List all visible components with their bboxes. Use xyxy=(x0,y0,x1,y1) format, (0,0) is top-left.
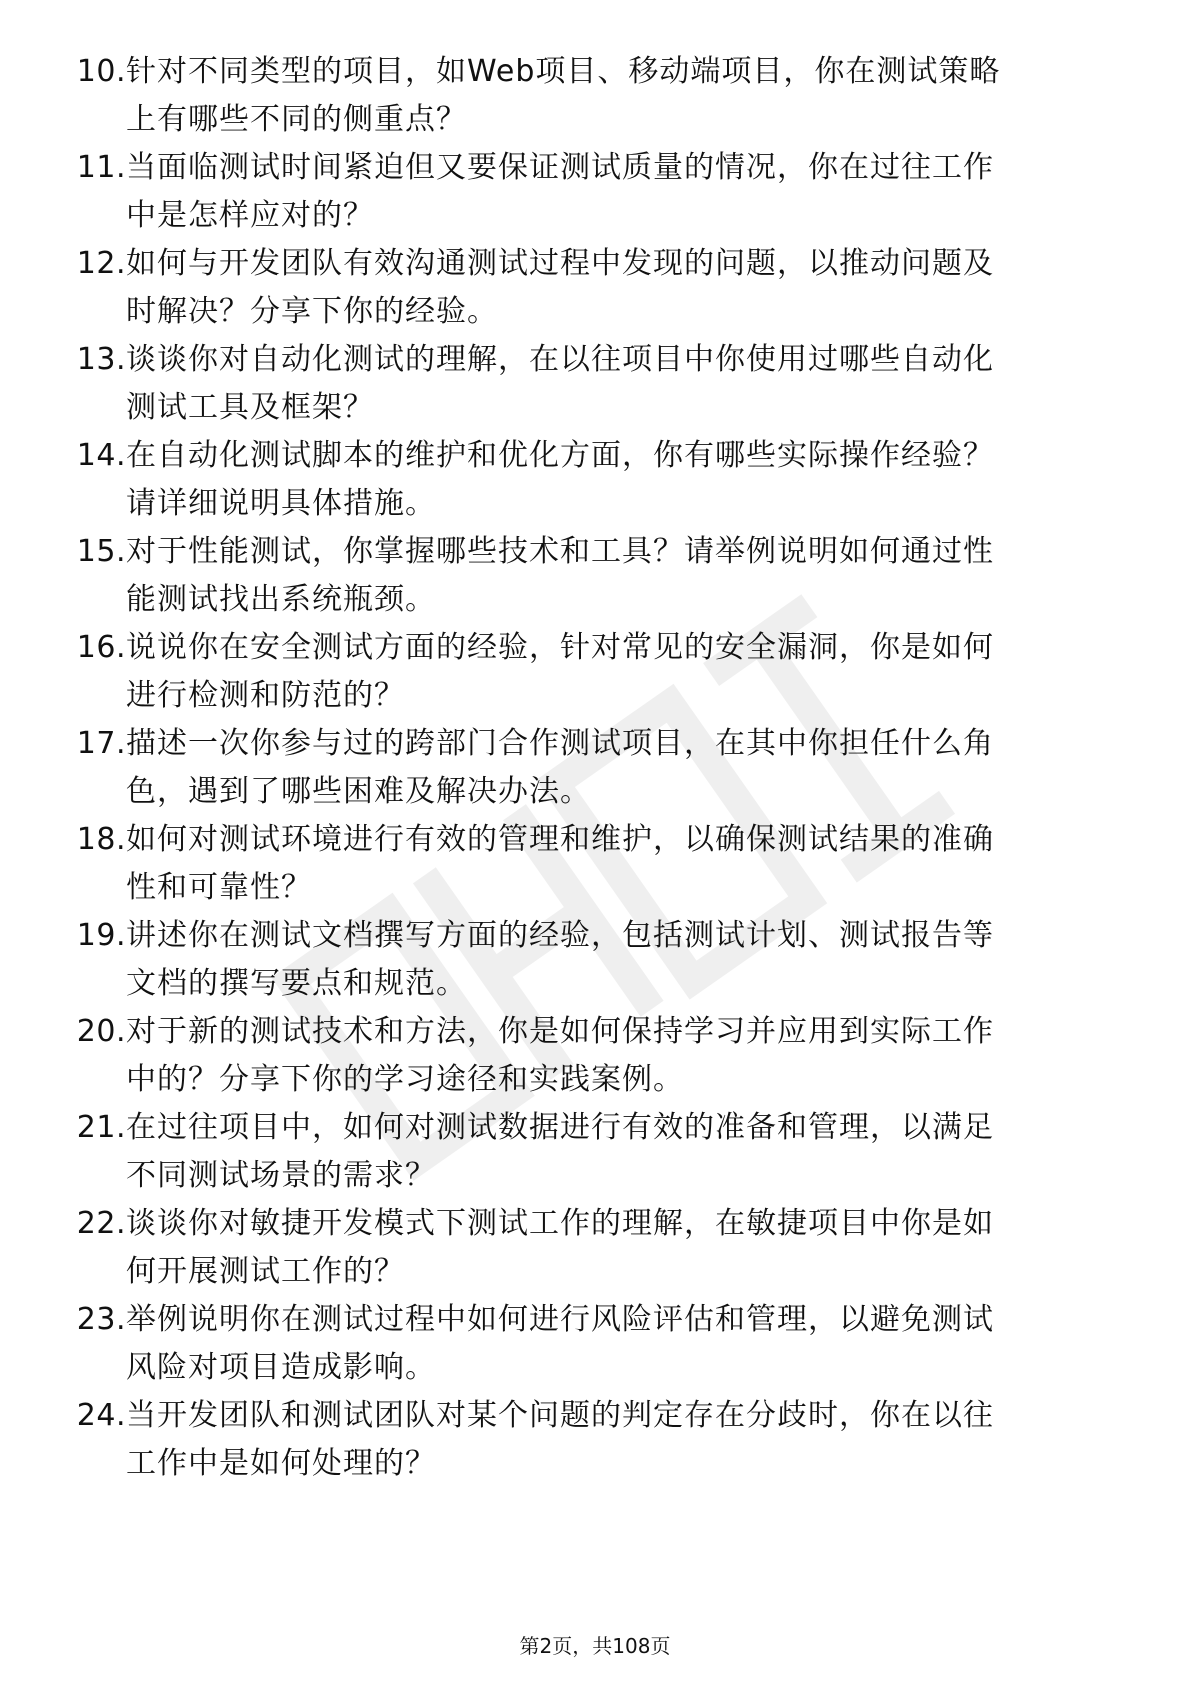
question-text: 如何与开发团队有效沟通测试过程中发现的问题，以推动问题及 时解决？分享下你的经验。 xyxy=(126,246,994,329)
question-text: 在自动化测试脚本的维护和优化方面，你有哪些实际操作经验？ 请详细说明具体措施。 xyxy=(126,438,994,521)
question-number: 17. xyxy=(76,726,126,761)
question-text: 针对不同类型的项目，如Web项目、移动端项目，你在测试策略 上有哪些不同的侧重点？ xyxy=(126,54,1001,137)
question-number: 10. xyxy=(76,54,126,89)
question-number: 15. xyxy=(76,534,126,569)
question-number: 22. xyxy=(76,1206,126,1241)
question-item xyxy=(58,336,1138,432)
question-text: 对于性能测试，你掌握哪些技术和工具？请举例说明如何通过性 能测试找出系统瓶颈。 xyxy=(126,534,994,617)
question-text: 当开发团队和测试团队对某个问题的判定存在分歧时，你在以往 工作中是如何处理的？ xyxy=(126,1398,994,1481)
question-item xyxy=(58,720,1138,816)
question-item xyxy=(58,1008,1138,1104)
question-number: 16. xyxy=(76,630,126,665)
question-text: 讲述你在测试文档撰写方面的经验，包括测试计划、测试报告等 文档的撰写要点和规范。 xyxy=(126,918,994,1001)
question-text: 如何对测试环境进行有效的管理和维护，以确保测试结果的准确 性和可靠性？ xyxy=(126,822,994,905)
question-number: 13. xyxy=(76,342,126,377)
question-text: 谈谈你对敏捷开发模式下测试工作的理解，在敏捷项目中你是如 何开展测试工作的？ xyxy=(126,1206,994,1289)
question-number: 23. xyxy=(76,1302,126,1337)
question-number: 21. xyxy=(76,1110,126,1145)
question-number: 20. xyxy=(76,1014,126,1049)
question-item xyxy=(58,624,1138,720)
question-item xyxy=(58,816,1138,912)
question-text: 当面临测试时间紧迫但又要保证测试质量的情况，你在过往工作 中是怎样应对的？ xyxy=(126,150,994,233)
question-item xyxy=(58,48,1138,144)
question-number: 19. xyxy=(76,918,126,953)
question-text: 谈谈你对自动化测试的理解，在以往项目中你使用过哪些自动化 测试工具及框架？ xyxy=(126,342,994,425)
question-item xyxy=(58,432,1138,528)
question-number: 14. xyxy=(76,438,126,473)
question-text: 对于新的测试技术和方法，你是如何保持学习并应用到实际工作 中的？分享下你的学习途径和实践案例。 xyxy=(126,1014,994,1097)
question-item xyxy=(58,1392,1138,1488)
question-text: 说说你在安全测试方面的经验，针对常见的安全漏洞，你是如何 进行检测和防范的？ xyxy=(126,630,994,713)
question-item xyxy=(58,144,1138,240)
page-footer: 第2页，共108页 xyxy=(519,1634,671,1658)
question-number: 11. xyxy=(76,150,126,185)
question-text: 在过往项目中，如何对测试数据进行有效的准备和管理，以满足 不同测试场景的需求？ xyxy=(126,1110,994,1193)
question-number: 24. xyxy=(76,1398,126,1433)
question-item xyxy=(58,528,1138,624)
question-item xyxy=(58,1104,1138,1200)
question-text: 举例说明你在测试过程中如何进行风险评估和管理，以避免测试 风险对项目造成影响。 xyxy=(126,1302,994,1385)
question-item xyxy=(58,240,1138,336)
question-item xyxy=(58,1200,1138,1296)
question-text: 描述一次你参与过的跨部门合作测试项目，在其中你担任什么角 色，遇到了哪些困难及解决办法。 xyxy=(126,726,994,809)
question-number: 18. xyxy=(76,822,126,857)
question-number: 12. xyxy=(76,246,126,281)
question-item xyxy=(58,1296,1138,1392)
question-item xyxy=(58,912,1138,1008)
